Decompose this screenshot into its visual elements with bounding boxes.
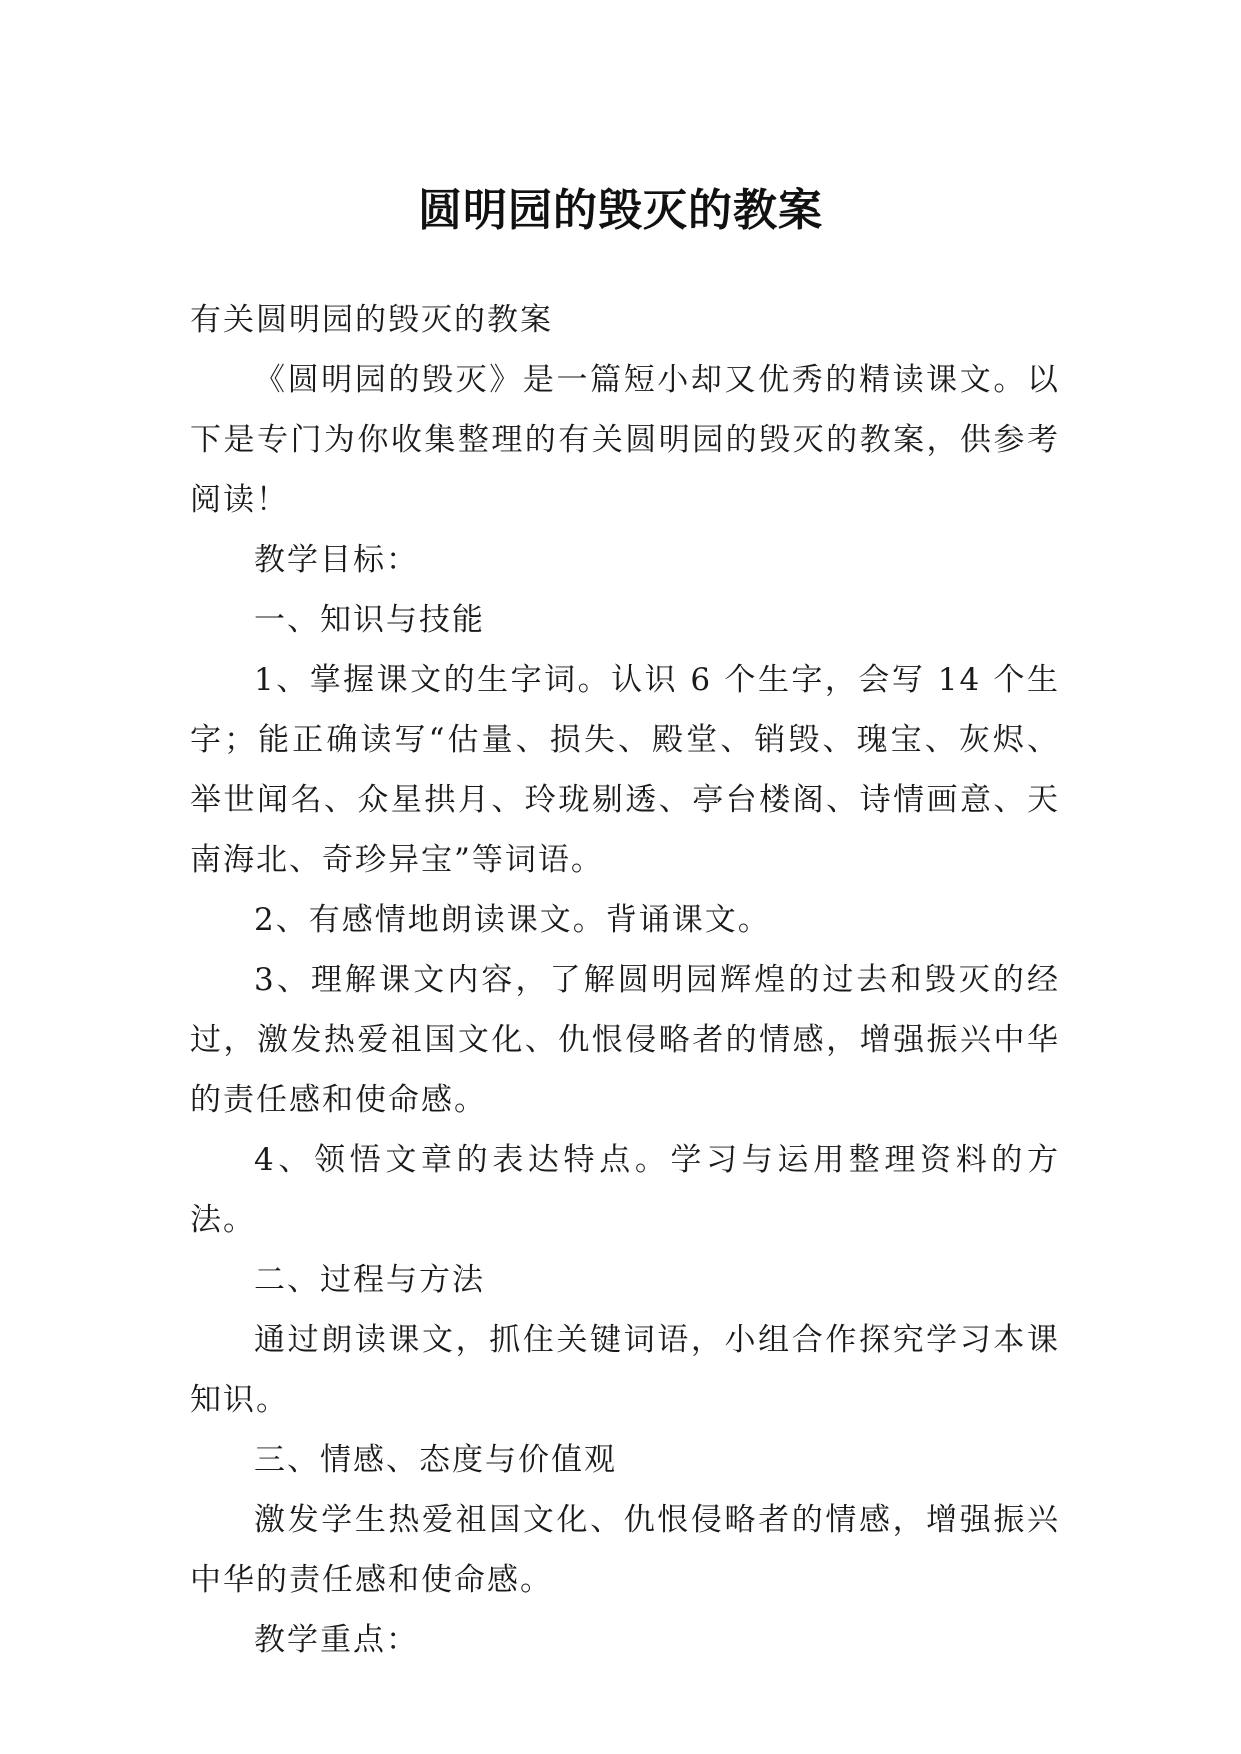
paragraph-intro: 《圆明园的毁灭》是一篇短小却又优秀的精读课文。以下是专门为你收集整理的有关圆明园的毁灭的教案，供参考阅读！ [190, 362, 1060, 518]
subheading-process-methods: 二、过程与方法 [254, 1262, 485, 1298]
section-heading-objectives: 教学目标： [254, 542, 419, 578]
list-item-2: 2、有感情地朗读课文。背诵课文。 [254, 902, 771, 938]
subheading-knowledge-skills: 一、知识与技能 [254, 602, 485, 638]
paragraph-emotion: 激发学生热爱祖国文化、仇恨侵略者的情感，增强振兴中华的责任感和使命感。 [190, 1502, 1060, 1598]
paragraph-subtitle: 有关圆明园的毁灭的教案 [190, 302, 553, 338]
document-body [190, 290, 1060, 1670]
list-item-3: 3、理解课文内容，了解圆明园辉煌的过去和毁灭的经过，激发热爱祖国文化、仇恨侵略者的情感，增强振兴中华的责任感和使命感。 [190, 962, 1060, 1118]
list-item-1: 1、掌握课文的生字词。认识 6 个生字，会写 14 个生字；能正确读写“估量、损失、殿堂、销毁、瑰宝、灰烬、举世闻名、众星拱月、玲珑剔透、亭台楼阁、诗情画意、天南海北、奇珍异宝”等词语。 [190, 662, 1060, 878]
section-heading-key-points: 教学重点： [254, 1622, 419, 1658]
document-title: 圆明园的毁灭的教案 [418, 185, 823, 237]
subheading-emotion-values: 三、情感、态度与价值观 [254, 1442, 617, 1478]
paragraph-process: 通过朗读课文，抓住关键词语，小组合作探究学习本课知识。 [190, 1322, 1060, 1418]
list-item-4: 4、领悟文章的表达特点。学习与运用整理资料的方法。 [190, 1142, 1060, 1238]
